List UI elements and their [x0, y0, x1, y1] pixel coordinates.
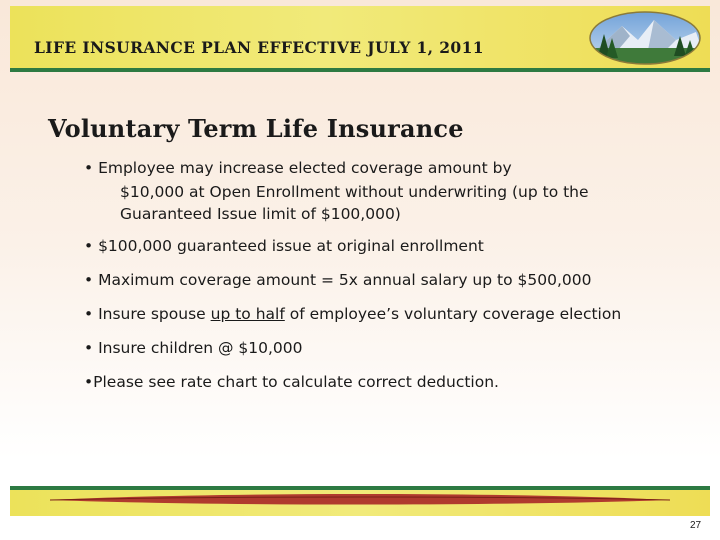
spouse-underlined: up to half — [210, 305, 285, 323]
bullet-rate-chart: •Please see rate chart to calculate correct deduction. — [84, 373, 499, 391]
bullet-increase-coverage-line3: Guaranteed Issue limit of $100,000) — [120, 205, 401, 223]
header-title: LIFE INSURANCE PLAN EFFECTIVE JULY 1, 2011 — [34, 38, 484, 57]
page-number: 27 — [690, 520, 702, 531]
bullet-maximum-coverage: • Maximum coverage amount = 5x annual salary up to $500,000 — [84, 271, 592, 289]
bullet-guaranteed-issue: • $100,000 guaranteed issue at original enrollment — [84, 237, 484, 255]
mountain-landscape-icon — [588, 10, 702, 66]
bullet-insure-spouse — [84, 304, 621, 325]
spouse-suffix: of employee’s voluntary coverage election — [284, 305, 622, 323]
bullet-insure-children: • Insure children @ $10,000 — [84, 339, 303, 357]
spouse-prefix: • Insure spouse — [84, 305, 211, 323]
header-divider — [10, 68, 710, 72]
bullet-increase-coverage: • Employee may increase elected coverage amount by — [84, 159, 512, 177]
footer-swoosh — [10, 488, 710, 510]
bullet-increase-coverage-line2: $10,000 at Open Enrollment without underwriting (up to the — [120, 183, 589, 201]
slide-heading: Voluntary Term Life Insurance — [48, 114, 464, 143]
